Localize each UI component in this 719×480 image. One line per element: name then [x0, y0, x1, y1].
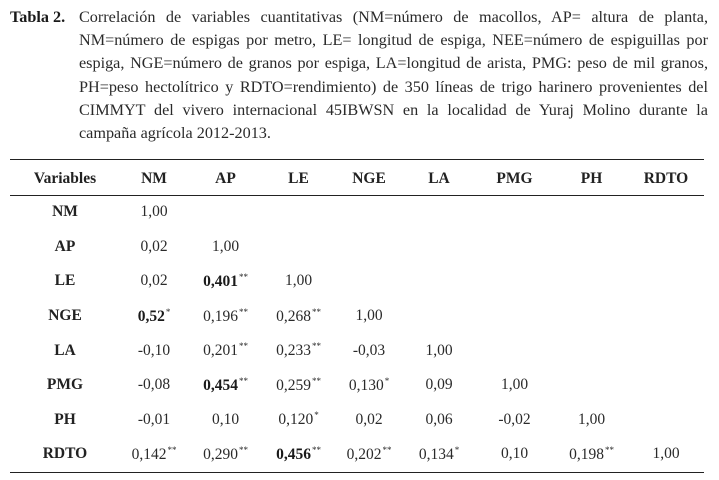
table-cell [263, 437, 334, 472]
table-cell [404, 437, 474, 472]
cell-value: 0,142 [131, 445, 167, 463]
table-cell [628, 299, 704, 334]
table-cell [404, 333, 474, 368]
significance-marker: * [314, 410, 319, 421]
cell-value: 0,202 [346, 445, 382, 463]
table-cell [188, 230, 263, 265]
table-cell [120, 403, 188, 438]
table-cell [188, 299, 263, 334]
table-cell [404, 299, 474, 334]
cell-value: 0,201 [203, 342, 238, 360]
column-header: Variables [33, 169, 97, 187]
table-cell [404, 403, 474, 438]
cell-value: 0,09 [425, 376, 453, 394]
table-cell [120, 437, 188, 472]
table-row [10, 299, 704, 334]
table-cell [555, 299, 628, 334]
table-caption [10, 6, 708, 145]
row-label: AP [54, 237, 76, 255]
table-row [10, 195, 704, 230]
row-label: PMG [46, 376, 84, 394]
table-cell [555, 195, 628, 230]
cell-value: 1,00 [652, 445, 680, 463]
column-header: PMG [496, 169, 533, 187]
column-header: NGE [352, 169, 386, 187]
cell-value: 0,130 [348, 376, 384, 394]
cell-value: 0,02 [140, 237, 168, 255]
cell-value: 0,454 [203, 376, 238, 394]
table-cell [263, 368, 334, 403]
cell-value: 0,10 [211, 410, 240, 428]
column-header: RDTO [643, 169, 689, 187]
table-cell [474, 368, 555, 403]
table-cell [334, 195, 404, 230]
cell-value: 1,00 [577, 410, 606, 428]
significance-marker: ** [238, 375, 248, 386]
table-cell [334, 264, 404, 299]
cell-value: 0,10 [500, 445, 529, 463]
table-cell [263, 333, 334, 368]
table-cell [263, 299, 334, 334]
table-cell [263, 403, 334, 438]
caption-text: Correlación de variables cuantitativas (NM=número de macollos, AP= altura de planta, NM=número de espigas por metro, LE= longitud de espiga, NEE=número de espiguillas por espiga, NGE=número de granos por espiga, LA=longitud de arista, PMG: peso de mil granos, PH=peso hectolítrico y RDTO=rendimiento) de 350 líneas de trigo harinero provenientes del CIMMYT del vivero internacional 45IBWSN en la localidad de Yuraj Molino durante la campaña agrícola 2012-2013. [79, 8, 708, 143]
table-cell [188, 368, 263, 403]
correlation-table [10, 162, 704, 472]
cell-value: 1,00 [140, 203, 168, 221]
table-row [10, 437, 704, 472]
row-label: LE [54, 272, 76, 290]
table-cell [263, 264, 334, 299]
table-cell [474, 437, 555, 472]
caption-label: Tabla 2. [10, 8, 66, 26]
cell-value: -0,02 [498, 410, 531, 428]
table-cell [120, 264, 188, 299]
cell-value: 0,52 [137, 307, 165, 325]
table-top-rule [10, 159, 704, 160]
significance-marker: ** [382, 444, 392, 455]
table-cell [404, 368, 474, 403]
table-cell [334, 368, 404, 403]
cell-value: -0,03 [352, 341, 386, 359]
significance-marker: ** [311, 375, 321, 386]
cell-value: 1,00 [500, 376, 529, 394]
table-cell [120, 195, 188, 230]
significance-marker: ** [311, 306, 321, 317]
significance-marker: ** [604, 444, 614, 455]
cell-value: -0,08 [137, 376, 171, 394]
cell-value: 0,259 [276, 376, 311, 394]
cell-value: 1,00 [284, 272, 313, 290]
table-cell [334, 437, 404, 472]
table-cell [120, 230, 188, 265]
cell-value: 1,00 [355, 307, 383, 325]
table-cell [404, 230, 474, 265]
table-cell [188, 264, 263, 299]
table-cell [628, 264, 704, 299]
table-cell [263, 230, 334, 265]
cell-value: 0,290 [203, 445, 238, 463]
table-cell [334, 299, 404, 334]
column-header: LE [288, 169, 309, 187]
table-cell [628, 437, 704, 472]
table-cell [628, 195, 704, 230]
table-cell [555, 403, 628, 438]
table-cell [334, 333, 404, 368]
table-cell [474, 195, 555, 230]
cell-value: 0,120 [278, 411, 314, 429]
significance-marker: ** [238, 444, 248, 455]
table-cell [555, 368, 628, 403]
row-label: PH [54, 410, 76, 428]
table-cell [404, 264, 474, 299]
cell-value: -0,10 [137, 341, 171, 359]
cell-value: 0,268 [276, 307, 311, 325]
table-cell [474, 264, 555, 299]
table-row [10, 333, 704, 368]
table-cell [474, 230, 555, 265]
table-cell [555, 264, 628, 299]
table-cell [120, 299, 188, 334]
table-cell [334, 403, 404, 438]
table-row [10, 264, 704, 299]
table-cell [474, 333, 555, 368]
table-row [10, 230, 704, 265]
significance-marker: ** [167, 444, 177, 455]
table-cell [188, 403, 263, 438]
table-cell [188, 333, 263, 368]
table-cell [474, 299, 555, 334]
row-label: NM [52, 203, 78, 221]
table-row [10, 368, 704, 403]
table-cell [188, 195, 263, 230]
table-cell [628, 368, 704, 403]
table-cell [555, 333, 628, 368]
cell-value: 0,134 [418, 445, 454, 463]
significance-marker: * [454, 444, 460, 455]
table-body [10, 195, 704, 472]
significance-marker: ** [311, 341, 321, 352]
table-cell [555, 230, 628, 265]
row-label: NGE [48, 307, 82, 325]
significance-marker: * [165, 306, 171, 317]
table-cell [555, 437, 628, 472]
cell-value: 0,02 [140, 272, 168, 290]
table-cell [628, 403, 704, 438]
significance-marker: ** [238, 306, 248, 317]
cell-value: 1,00 [425, 341, 453, 359]
significance-marker: ** [238, 341, 248, 352]
column-header: NM [141, 169, 167, 187]
table-cell [474, 403, 555, 438]
table-cell [263, 195, 334, 230]
cell-value: 0,06 [425, 410, 453, 428]
table-header-row [10, 162, 704, 195]
cell-value: 0,196 [203, 307, 238, 325]
cell-value: 0,401 [203, 272, 238, 290]
significance-marker: ** [238, 271, 248, 282]
significance-marker: * [384, 375, 390, 386]
table-row [10, 403, 704, 438]
row-label: RDTO [42, 445, 88, 463]
table-bottom-rule [10, 472, 704, 473]
cell-value: 0,198 [569, 445, 604, 463]
column-header: AP [215, 169, 236, 187]
table-cell [628, 230, 704, 265]
cell-value: 1,00 [211, 237, 240, 255]
table-cell [120, 333, 188, 368]
cell-value: 0,456 [276, 445, 311, 463]
table-cell [334, 230, 404, 265]
column-header: LA [428, 169, 450, 187]
cell-value: 0,02 [355, 410, 383, 428]
table-cell [404, 195, 474, 230]
cell-value: -0,01 [137, 410, 171, 428]
table-cell [188, 437, 263, 472]
significance-marker: ** [311, 444, 321, 455]
table-cell [628, 333, 704, 368]
row-label: LA [54, 341, 76, 359]
table-cell [120, 368, 188, 403]
cell-value: 0,233 [276, 342, 311, 360]
column-header: PH [580, 169, 603, 187]
